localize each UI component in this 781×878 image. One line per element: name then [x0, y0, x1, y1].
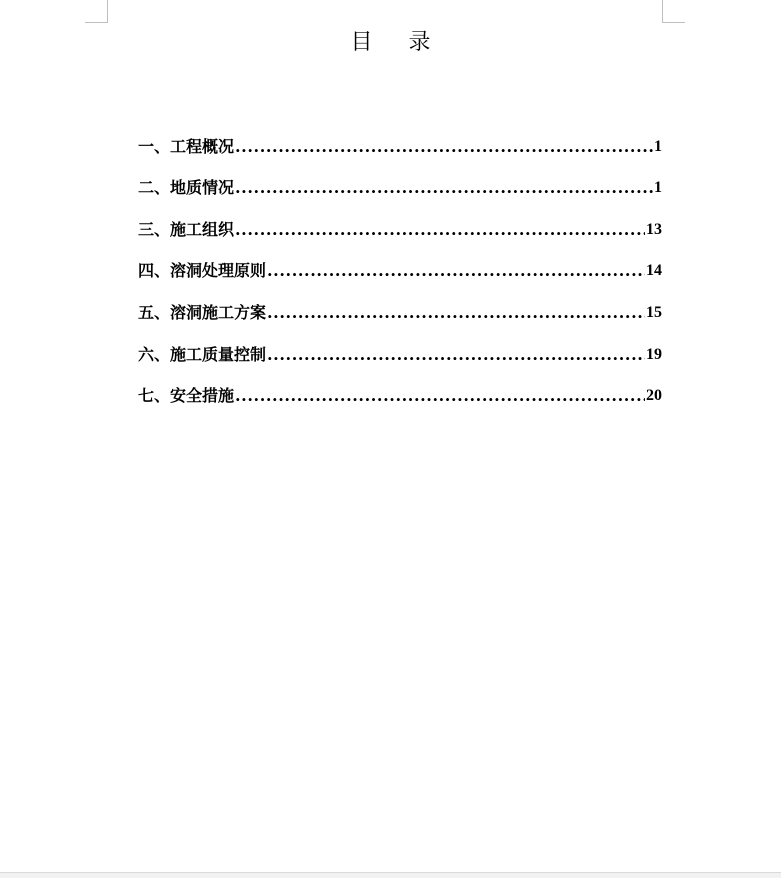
- toc-entry[interactable]: [138, 365, 662, 407]
- toc-dot-leader: [267, 345, 645, 365]
- toc-dot-leader: [235, 386, 645, 406]
- page-bottom-edge: [0, 872, 781, 878]
- toc-entry-label: 一、工程概况: [138, 136, 235, 156]
- toc-list: [138, 115, 662, 406]
- toc-entry[interactable]: [138, 198, 662, 240]
- toc-entry-label: 二、地质情况: [138, 178, 235, 198]
- toc-dot-leader: [235, 178, 653, 198]
- crop-mark-top-left: [85, 0, 108, 23]
- toc-entry[interactable]: [138, 240, 662, 282]
- toc-entry-label: 七、安全措施: [138, 386, 235, 406]
- toc-entry[interactable]: [138, 115, 662, 157]
- toc-page-number: 20: [646, 387, 662, 405]
- toc-entry[interactable]: [138, 281, 662, 323]
- toc-title: 目录: [350, 30, 467, 55]
- crop-mark-top-right: [662, 0, 685, 23]
- toc-entry[interactable]: [138, 157, 662, 199]
- toc-page-number: 1: [654, 137, 662, 155]
- toc-page-number: 13: [646, 220, 662, 238]
- toc-page-number: 19: [646, 345, 662, 363]
- toc-dot-leader: [267, 261, 645, 281]
- toc-page-number: 14: [646, 262, 662, 280]
- toc-page-number: 15: [646, 303, 662, 321]
- toc-entry[interactable]: [138, 323, 662, 365]
- toc-dot-leader: [267, 303, 645, 323]
- toc-entry-label: 六、施工质量控制: [138, 344, 267, 364]
- toc-entry-label: 五、溶洞施工方案: [138, 302, 267, 322]
- toc-entry-label: 三、施工组织: [138, 219, 235, 239]
- toc-entry-label: 四、溶洞处理原则: [138, 261, 267, 281]
- toc-page-number: 1: [654, 179, 662, 197]
- toc-dot-leader: [235, 220, 645, 240]
- toc-dot-leader: [235, 137, 653, 157]
